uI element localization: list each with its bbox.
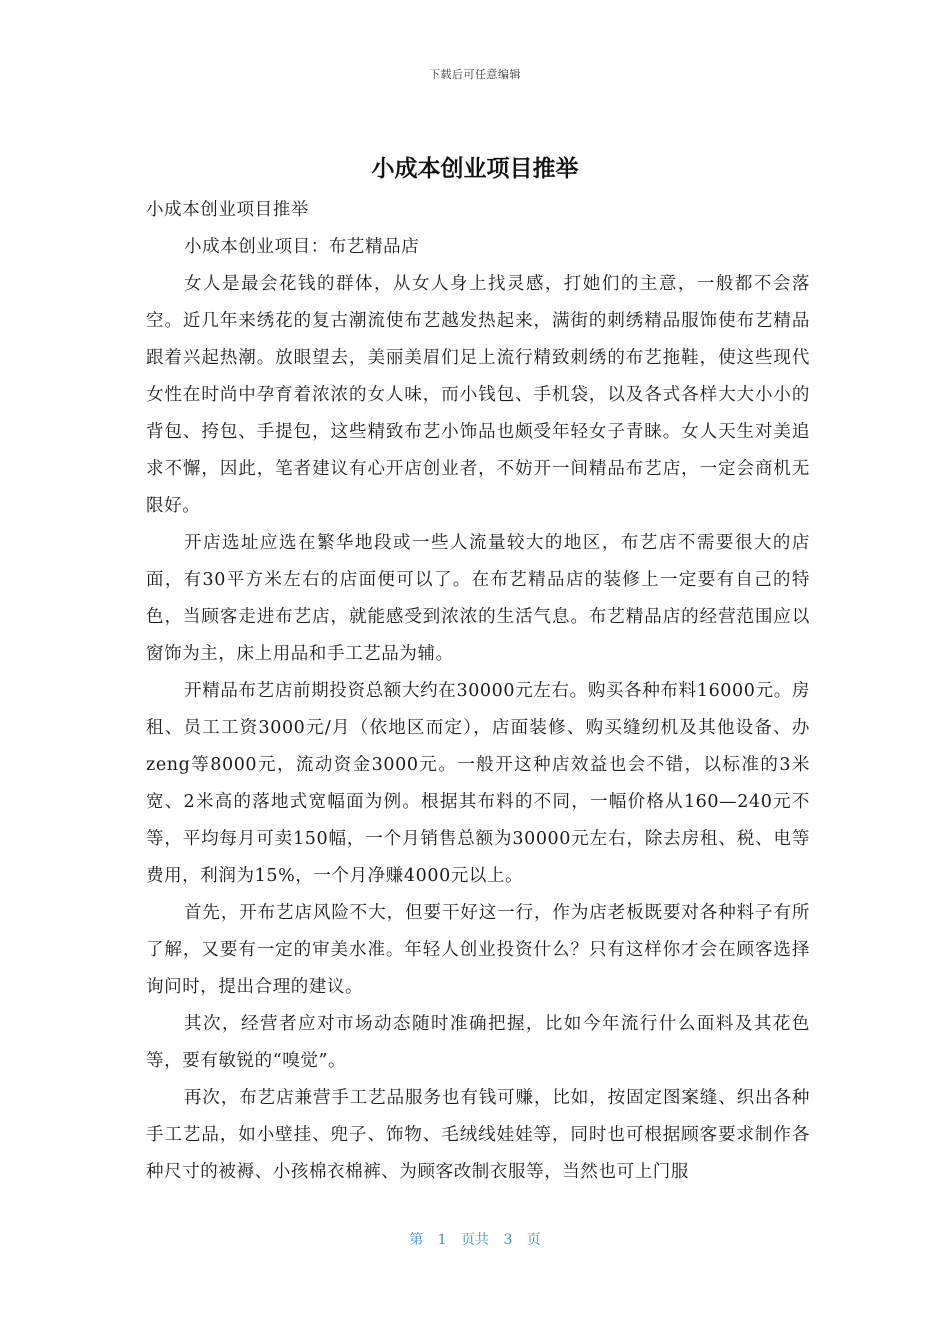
paragraph-project-name: 小成本创业项目：布艺精品店 [184, 237, 420, 257]
paragraph-location: 开店选址应选在繁华地段或一些人流量较大的地区，布艺店不需要很大的店面，有30平方米左右的店面便可以了。在布艺精品店的装修上一定要有自己的特色，当顾客走进布艺店，就能感受到浓浓的生活气息。布艺精品店的经营范围应以窗饰为主，床上用品和手工艺品为辅。 [146, 533, 810, 664]
paragraph-second: 其次，经营者应对市场动态随时准确把握，比如今年流行什么面料及其花色等，要有敏锐的“嗅觉”。 [146, 1014, 810, 1071]
page-number-footer: 第 1 页共 3 页 [409, 1232, 541, 1248]
paragraph-investment: 开精品布艺店前期投资总额大约在30000元左右。购买各种布料16000元。房租、员工工资3000元/月（依地区而定），店面装修、购买缝纫机及其他设备、办zeng等8000元，流动资金3000元。一般开这种店效益也会不错，以标准的3米宽、2米高的落地式宽幅面为例。根据其布料的不同，一幅价格从160—240元不等，平均每月可卖150幅，一个月销售总额为30000元左右，除去房租、税、电等费用，利润为15%，一个月净赚4000元以上。 [146, 681, 810, 886]
paragraph-third: 再次，布艺店兼营手工艺品服务也有钱可赚，比如，按固定图案缝、织出各种手工艺品，如小壁挂、兜子、饰物、毛绒线娃娃等，同时也可根据顾客要求制作各种尺寸的被褥、小孩棉衣棉裤、为顾客改制衣服等，当然也可上门服 [146, 1088, 810, 1182]
paragraph-first: 首先，开布艺店风险不大，但要干好这一行，作为店老板既要对各种料子有所了解，又要有一定的审美水准。年轻人创业投资什么？只有这样你才会在顾客选择询问时，提出合理的建议。 [146, 903, 810, 997]
document-subtitle: 小成本创业项目推举 [146, 200, 309, 220]
page-title: 小成本创业项目推举 [371, 156, 579, 182]
document-body [146, 192, 810, 1191]
header-note: 下载后可任意编辑 [429, 68, 521, 81]
paragraph-intro: 女人是最会花钱的群体，从女人身上找灵感，打她们的主意，一般都不会落空。近几年来绣花的复古潮流使布艺越发热起来，满街的刺绣精品服饰使布艺精品跟着兴起热潮。放眼望去，美丽美眉们足上流行精致刺绣的布艺拖鞋，使这些现代女性在时尚中孕育着浓浓的女人味，而小钱包、手机袋，以及各式各样大大小小的背包、挎包、手提包，这些精致布艺小饰品也颇受年轻女子青睐。女人天生对美追求不懈，因此，笔者建议有心开店创业者，不妨开一间精品布艺店，一定会商机无限好。 [146, 274, 810, 516]
